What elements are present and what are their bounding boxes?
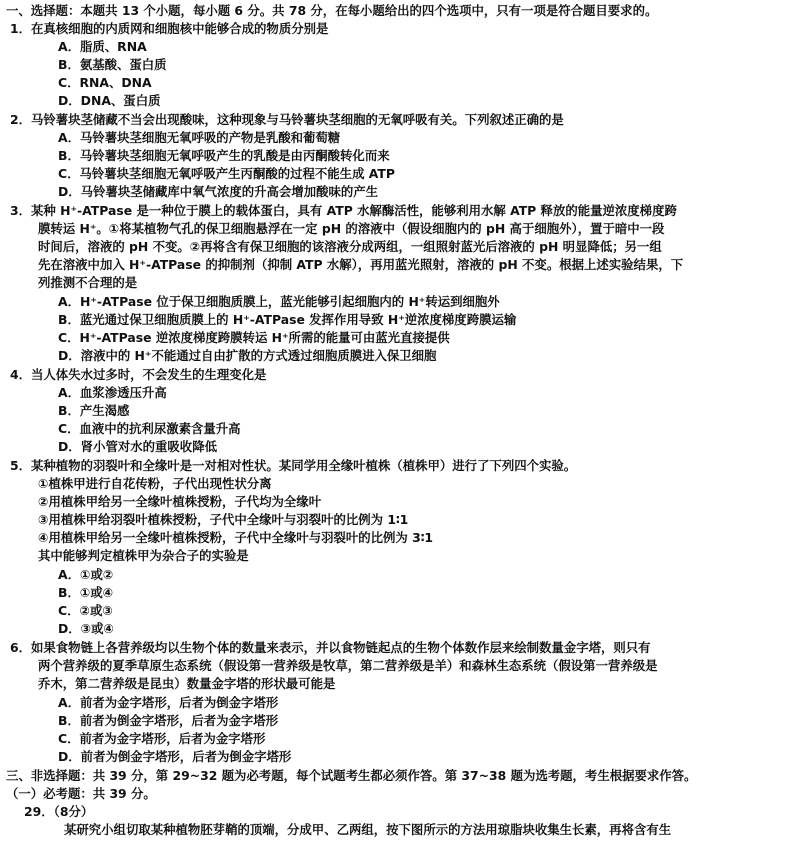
q6-option-d: D．前者为倒金字塔形，后者为倒金字塔形: [58, 749, 292, 764]
q1-option-b: B．氨基酸、蛋白质: [58, 57, 167, 72]
q4-option-c: C．血液中的抗利尿激素含量升高: [58, 421, 241, 436]
q3-stem-line-1: 3．某种 H⁺-ATPase 是一种位于膜上的载体蛋白，具有 ATP 水解酶活性，能够利用水解 ATP 释放的能量逆浓度梯度跨: [10, 203, 677, 218]
q5-option-d: D．③或④: [58, 621, 115, 636]
q5-option-c: C．②或③: [58, 603, 113, 618]
section1-header: 一、选择题：本题共 13 个小题，每小题 6 分。共 78 分，在每小题给出的四个选项中，只有一项是符合题目要求的。: [6, 3, 658, 18]
q4-option-d: D．肾小管对水的重吸收降低: [58, 439, 217, 454]
q5-option-b: B．①或④: [58, 585, 114, 600]
q6-stem-line-2: 两个营养级的夏季草原生态系统（假设第一营养级是牧草，第二营养级是羊）和森林生态系统（假设第一营养级是: [38, 658, 658, 673]
q5-option-a: A．①或②: [58, 567, 114, 582]
q3-stem-line-5: 列推测不合理的是: [38, 275, 138, 290]
q1-option-d: D．DNA、蛋白质: [58, 93, 161, 108]
q5-stem: 5．某种植物的羽裂叶和全缘叶是一对相对性状。某同学用全缘叶植株（植株甲）进行了下列四个实验。: [10, 458, 577, 473]
q2-option-a: A．马铃薯块茎细胞无氧呼吸的产物是乳酸和葡萄糖: [58, 130, 341, 145]
q4-stem: 4．当人体失水过多时，不会发生的生理变化是: [10, 367, 267, 382]
q4-option-b: B．产生渴感: [58, 403, 130, 418]
q5-experiment-1: ①植株甲进行自花传粉，子代出现性状分离: [38, 476, 272, 491]
q3-option-d: D．溶液中的 H⁺不能通过自由扩散的方式透过细胞质膜进入保卫细胞: [58, 348, 437, 363]
q3-stem-line-4: 先在溶液中加入 H⁺-ATPase 的抑制剂（抑制 ATP 水解），再用蓝光照射，溶液的 pH 不变。根据上述实验结果，下: [38, 257, 684, 272]
q6-stem-line-1: 6．如果食物链上各营养级均以生物个体的数量来表示，并以食物链起点的生物个体数作层来绘制数量金字塔，则只有: [10, 640, 651, 655]
q3-option-b: B．蓝光通过保卫细胞质膜上的 H⁺-ATPase 发挥作用导致 H⁺逆浓度梯度跨膜运输: [58, 312, 517, 327]
q3-stem-line-3: 时间后，溶液的 pH 不变。②再将含有保卫细胞的该溶液分成两组，一组照射蓝光后溶液的 pH 明显降低；另一组: [38, 239, 662, 254]
q6-option-a: A．前者为金字塔形，后者为倒金字塔形: [58, 695, 279, 710]
q6-option-c: C．前者为金字塔形，后者为金字塔形: [58, 731, 266, 746]
q2-option-b: B．马铃薯块茎细胞无氧呼吸产生的乳酸是由丙酮酸转化而来: [58, 148, 390, 163]
q29-text: 某研究小组切取某种植物胚芽鞘的顶端，分成甲、乙两组，按下图所示的方法用琼脂块收集生长素，再将含有生: [64, 822, 672, 837]
q5-experiment-3: ③用植株甲给羽裂叶植株授粉，子代中全缘叶与羽裂叶的比例为 1∶1: [38, 512, 409, 527]
q3-option-a: A．H⁺-ATPase 位于保卫细胞质膜上，蓝光能够引起细胞内的 H⁺转运到细胞外: [58, 294, 500, 309]
section3-subheader: （一）必考题：共 39 分。: [6, 786, 156, 801]
q1-option-c: C．RNA、DNA: [58, 75, 152, 90]
q1-option-a: A．脂质、RNA: [58, 39, 147, 54]
q2-option-c: C．马铃薯块茎细胞无氧呼吸产生丙酮酸的过程不能生成 ATP: [58, 166, 395, 181]
section3-header: 三、非选择题：共 39 分，第 29~32 题为必考题，每个试题考生都必须作答。第 37~38 题为选考题，考生根据要求作答。: [6, 768, 697, 783]
q2-option-d: D．马铃薯块茎储藏库中氧气浓度的升高会增加酸味的产生: [58, 184, 379, 199]
q2-stem: 2．马铃薯块茎储藏不当会出现酸味，这种现象与马铃薯块茎细胞的无氧呼吸有关。下列叙述正确的是: [10, 112, 564, 127]
q5-experiment-2: ②用植株甲给另一全缘叶植株授粉，子代均为全缘叶: [38, 494, 322, 509]
q5-question: 其中能够判定植株甲为杂合子的实验是: [38, 548, 249, 563]
q1-stem: 1．在真核细胞的内质网和细胞核中能够合成的物质分别是: [10, 21, 329, 36]
q6-stem-line-3: 乔木，第二营养级是昆虫）数量金字塔的形状最可能是: [38, 676, 336, 691]
q3-stem-line-2: 膜转运 H⁺。①将某植物气孔的保卫细胞悬浮在一定 pH 的溶液中（假设细胞内的 pH 高于细胞外），置于暗中一段: [38, 221, 665, 236]
q3-option-c: C．H⁺-ATPase 逆浓度梯度跨膜转运 H⁺所需的能量可由蓝光直接提供: [58, 330, 450, 345]
q29-number: 29．（8分）: [24, 804, 94, 819]
q4-option-a: A．血浆渗透压升高: [58, 385, 167, 400]
q6-option-b: B．前者为倒金字塔形，后者为金字塔形: [58, 713, 279, 728]
q5-experiment-4: ④用植株甲给另一全缘叶植株授粉，子代中全缘叶与羽裂叶的比例为 3∶1: [38, 530, 434, 545]
